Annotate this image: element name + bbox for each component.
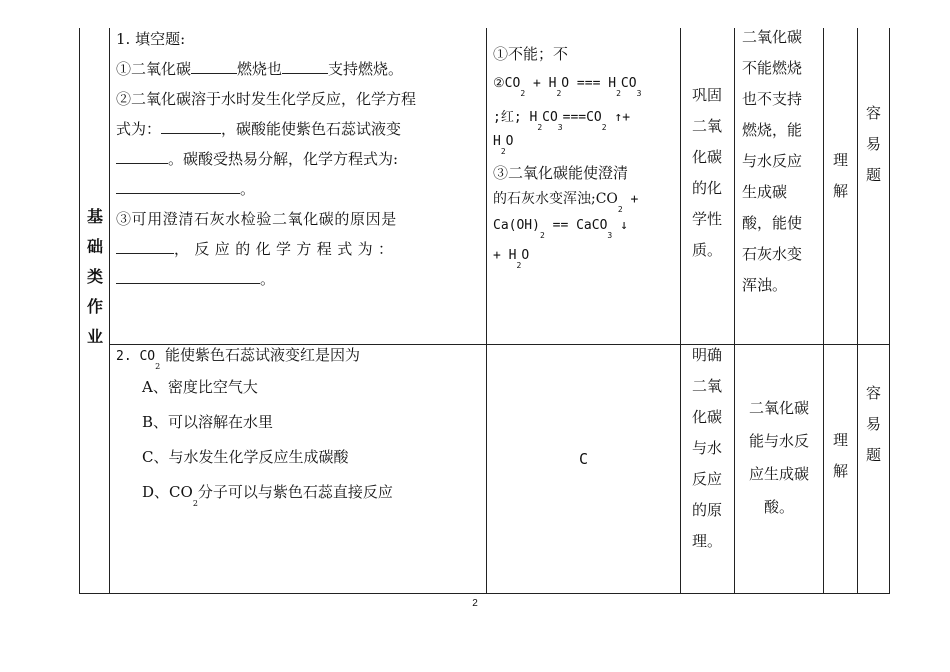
question-line: 。 (116, 264, 482, 294)
knowledge-1: 二氧化碳 不能燃烧 也不支持 燃烧，能 与水反应 生成碳 酸，能使 石灰水变 浑浊。 (742, 28, 803, 294)
question-title: 1. 填空题: (116, 30, 186, 48)
difficulty-1: 容 易 题 (865, 104, 881, 184)
option-b: B、可以溶解在水里 (142, 413, 274, 431)
answer-line: $Ca(OH)_2$ == CaCO$_3$ ↓ (493, 218, 628, 240)
option-a: A、密度比空气大 (142, 378, 258, 396)
question-line: ，反应的化学方程式为： (116, 234, 482, 264)
knowledge-2: 二氧化碳 能与水反 应生成碳 酸。 (748, 399, 809, 516)
table-border-left (79, 28, 80, 593)
question-line: ③可用澄清石灰水检验二氧化碳的原因是 (116, 210, 397, 228)
table-col-divider (109, 28, 110, 593)
page-number: 2 (472, 598, 478, 609)
table-border-bottom (79, 593, 890, 594)
question-line: 。碳酸受热易分解，化学方程式为: (116, 144, 482, 174)
answer-line: ①不能；不 (493, 45, 569, 63)
purpose-2: 明确 二氧 化碳 与水 反应 的原 理。 (691, 346, 722, 550)
question-2 (116, 340, 482, 510)
level-1: 理 解 (832, 151, 848, 200)
answer-line: ;红; $H_2CO_3===CO_2$ ↑+ (493, 110, 631, 132)
question-1 (116, 24, 482, 294)
question-title: 2. $CO_2$ 能使紫色石蕊试液变红是因为 (116, 346, 361, 371)
question-line: ②二氧化碳溶于水时发生化学反应，化学方程 (116, 90, 417, 108)
option-c: C、与水发生化学反应生成碳酸 (142, 448, 349, 466)
question-line: 式为： ，碳酸能使紫色石蕊试液变 (116, 114, 482, 144)
answer-line: ③二氧化碳能使澄清 (493, 164, 629, 182)
level-2: 理 解 (832, 431, 848, 480)
answer-2: C (578, 450, 589, 468)
purpose-1: 巩固 二氧 化碳 的化 学性 质。 (691, 86, 722, 259)
answer-line: $②CO_2 + H_2O$ === $H_2CO_3$ (493, 76, 642, 98)
category-label: 基 础 类 作 业 (86, 207, 103, 346)
answer-line: $H_2O$ (493, 134, 514, 156)
question-line: 。 (116, 174, 482, 204)
question-line: ①二氧化碳 燃烧也 支持燃烧。 (116, 54, 482, 84)
answer-1 (493, 42, 678, 276)
option-d: D、$CO_2$分子可以与紫色石蕊直接反应 (142, 483, 393, 508)
answer-line: + $H_2O$ (493, 248, 530, 270)
answer-line: 的石灰水变浑浊$;CO_2$ + (493, 191, 639, 214)
difficulty-2: 容 易 题 (865, 384, 881, 464)
table-col-divider (486, 28, 487, 593)
table-border-right (889, 28, 890, 593)
